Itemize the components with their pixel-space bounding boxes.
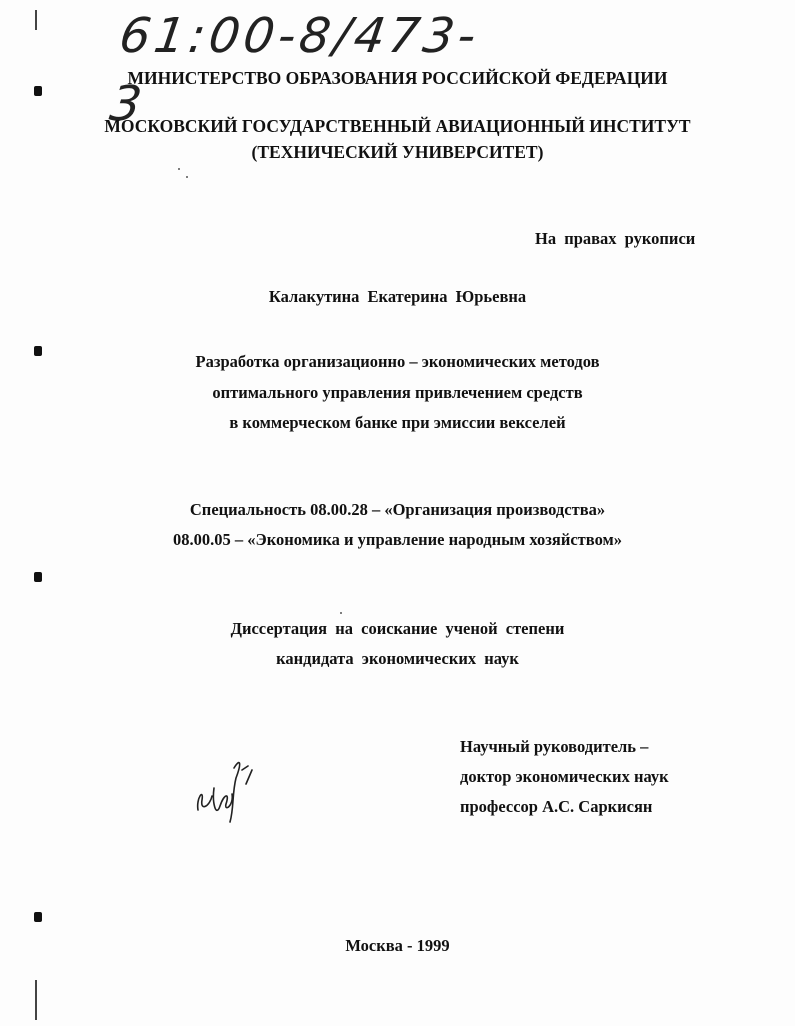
thesis-title-line: оптимального управления привлечением средств — [212, 383, 583, 402]
specialty-line: 08.00.05 – «Экономика и управление народным хозяйством» — [173, 530, 622, 549]
margin-mark — [34, 572, 42, 582]
degree-line: кандидата экономических наук — [276, 649, 519, 668]
degree-line: Диссертация на соискание ученой степени — [230, 619, 565, 638]
institute-heading: МОСКОВСКИЙ ГОСУДАРСТВЕННЫЙ АВИАЦИОННЫЙ ИНСТИТУТ — [104, 116, 691, 136]
ministry-heading: МИНИСТЕРСТВО ОБРАЗОВАНИЯ РОССИЙСКОЙ ФЕДЕРАЦИИ — [127, 68, 668, 88]
manuscript-note: На правах рукописи — [535, 229, 696, 248]
scan-speck — [186, 176, 188, 178]
advisor-line: профессор А.С. Саркисян — [460, 797, 653, 816]
handwritten-catalog-code: 61:00-8/473-3 — [106, 8, 484, 132]
advisor-line: доктор экономических наук — [460, 767, 669, 786]
advisor-line: Научный руководитель – — [460, 737, 649, 756]
scan-speck — [340, 612, 342, 614]
thesis-title-line: в коммерческом банке при эмиссии векселей — [229, 413, 566, 432]
thesis-title-line: Разработка организационно – экономических методов — [195, 352, 600, 371]
left-edge-line — [35, 10, 37, 30]
left-edge-line — [35, 980, 37, 1020]
author-name: Калакутина Екатерина Юрьевна — [268, 287, 527, 306]
scan-speck — [178, 168, 180, 170]
margin-mark — [34, 912, 42, 922]
institute-subheading: (ТЕХНИЧЕСКИЙ УНИВЕРСИТЕТ) — [251, 142, 544, 162]
handwritten-signature — [190, 748, 270, 828]
city-year: Москва - 1999 — [345, 936, 450, 955]
specialty-line: Специальность 08.00.28 – «Организация производства» — [189, 500, 606, 519]
